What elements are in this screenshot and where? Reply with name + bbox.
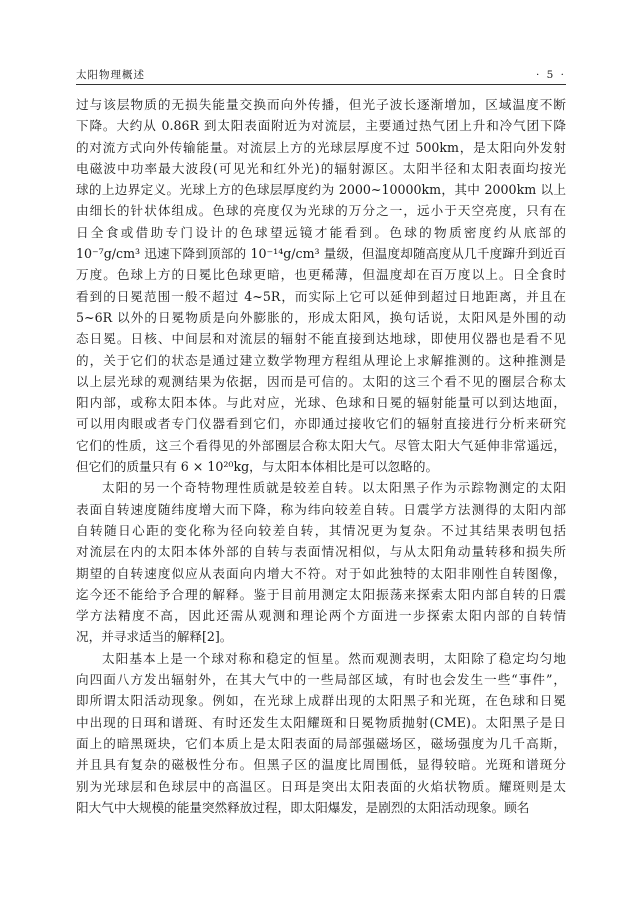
text-line: 学方法精度不高，因此还需从观测和理论两个方面进一步探索太阳内部的自转情 bbox=[76, 608, 566, 624]
text-line: 可以用肉眼或者专门仪器看到它们，亦即通过接收它们的辐射直接进行分析来研究 bbox=[76, 416, 566, 432]
text-line: 况，并寻求适当的解释[2]。 bbox=[76, 629, 233, 645]
running-title: 太阳物理概述 bbox=[76, 69, 145, 81]
paragraph bbox=[76, 648, 566, 818]
text-line: 表面自转速度随纬度增大而下降，称为纬向较差自转。日震学方法测得的太阳内部 bbox=[76, 501, 566, 517]
text-line: 阳大气中大规模的能量突然释放过程，即太阳爆发，是剧烈的太阳活动现象。顾名 bbox=[76, 799, 530, 815]
paragraph bbox=[76, 94, 566, 477]
text-line: 由细长的针状体组成。色球的亮度仅为光球的万分之一，远小于天空亮度，只有在 bbox=[76, 203, 566, 219]
text-line: 过与该层物质的无损失能量交换而向外传播，但光子波长逐渐增加，区域温度不断 bbox=[76, 97, 566, 112]
text-line: 日全食或借助专门设计的色球望远镜才能看到。色球的物质密度约从底部的 bbox=[76, 224, 566, 240]
text-line: 球的上边界定义。光球上方的色球层厚度约为 2000~10000km，其中 2000km 以上 bbox=[76, 182, 566, 198]
text-line: 的，关于它们的状态是通过建立数学物理方程组从理论上求解推测的。这种推测是 bbox=[76, 352, 566, 368]
text-line: 的对流方式向外传输能量。对流层上方的光球层厚度不过 500km，是太阳向外发射 bbox=[76, 139, 566, 155]
running-header bbox=[76, 66, 566, 85]
text-line: 10⁻⁷g/cm³ 迅速下降到顶部的 10⁻¹⁴g/cm³ 量级，但温度却随高度从几千度蹿升到近百 bbox=[76, 246, 566, 262]
text-line: 面上的暗黑斑块，它们本质上是太阳表面的局部强磁场区，磁场强度为几千高斯， bbox=[76, 735, 566, 751]
text-line: 以上层光球的观测结果为依据，因而是可信的。太阳的这三个看不见的圈层合称太 bbox=[76, 373, 566, 389]
text-line: 中出现的日珥和谱斑、有时还发生太阳耀斑和日冕物质抛射(CME)。太阳黑子是日 bbox=[76, 714, 566, 730]
text-line: 万度。色球上方的日冕比色球更暗，也更稀薄，但温度却在百万度以上。日全食时 bbox=[76, 267, 566, 283]
page-number: · 5 · bbox=[535, 69, 566, 81]
text-line: 太阳基本上是一个球对称和稳定的恒星。然而观测表明，太阳除了稳定均匀地 bbox=[102, 650, 566, 666]
text-line: 并且具有复杂的磁极性分布。但黑子区的温度比周围低，显得较暗。光斑和谱斑分 bbox=[76, 757, 566, 773]
text-line: 电磁波中功率最大波段(可见光和红外光)的辐射源区。太阳半径和太阳表面均按光 bbox=[76, 160, 566, 176]
text-line: 期望的自转速度似应从表面向内增大不符。对于如此独特的太阳非刚性自转图像， bbox=[76, 565, 566, 581]
body-text bbox=[76, 94, 566, 818]
text-line: 向四面八方发出辐射外，在其大气中的一些局部区域，有时也会发生一些“事件”， bbox=[76, 672, 566, 688]
text-line: 5~6R 以外的日冕物质是向外膨胀的，形成太阳风，换句话说，太阳风是外围的动 bbox=[76, 309, 566, 325]
text-line: 自转随日心距的变化称为径向较差自转，其情况更为复杂。不过其结果表明包括 bbox=[76, 522, 566, 538]
text-line: 太阳的另一个奇特物理性质就是较差自转。以太阳黑子作为示踪物测定的太阳 bbox=[102, 480, 566, 496]
text-line: 看到的日冕范围一般不超过 4~5R，而实际上它可以延伸到超过日地距离，并且在 bbox=[76, 288, 566, 304]
text-line: 但它们的质量只有 6 × 10²⁰kg，与太阳本体相比是可以忽略的。 bbox=[76, 459, 439, 475]
text-line: 即所谓太阳活动现象。例如，在光球上成群出现的太阳黑子和光斑，在色球和日冕 bbox=[76, 693, 566, 709]
text-line: 态日冕。日核、中间层和对流层的辐射不能直接到达地球，即使用仪器也是看不见 bbox=[76, 331, 566, 347]
text-line: 别为光球层和色球层中的高温区。日珥是突出太阳表面的火焰状物质。耀斑则是太 bbox=[76, 778, 566, 794]
text-line: 它们的性质，这三个看得见的外部圈层合称太阳大气。尽管太阳大气延伸非常遥远， bbox=[76, 437, 566, 453]
text-line: 下降。大约从 0.86R 到太阳表面附近为对流层，主要通过热气团上升和冷气团下降 bbox=[76, 118, 566, 134]
text-line: 阳内部，或称太阳本体。与此对应，光球、色球和日冕的辐射能量可以到达地面， bbox=[76, 395, 566, 411]
text-line: 对流层在内的太阳本体外部的自转与表面情况相似，与从太阳角动量转移和损失所 bbox=[76, 544, 566, 560]
text-line: 迄今还不能给予合理的解释。鉴于目前用测定太阳振荡来探索太阳内部自转的日震 bbox=[76, 586, 566, 602]
paragraph bbox=[76, 477, 566, 647]
